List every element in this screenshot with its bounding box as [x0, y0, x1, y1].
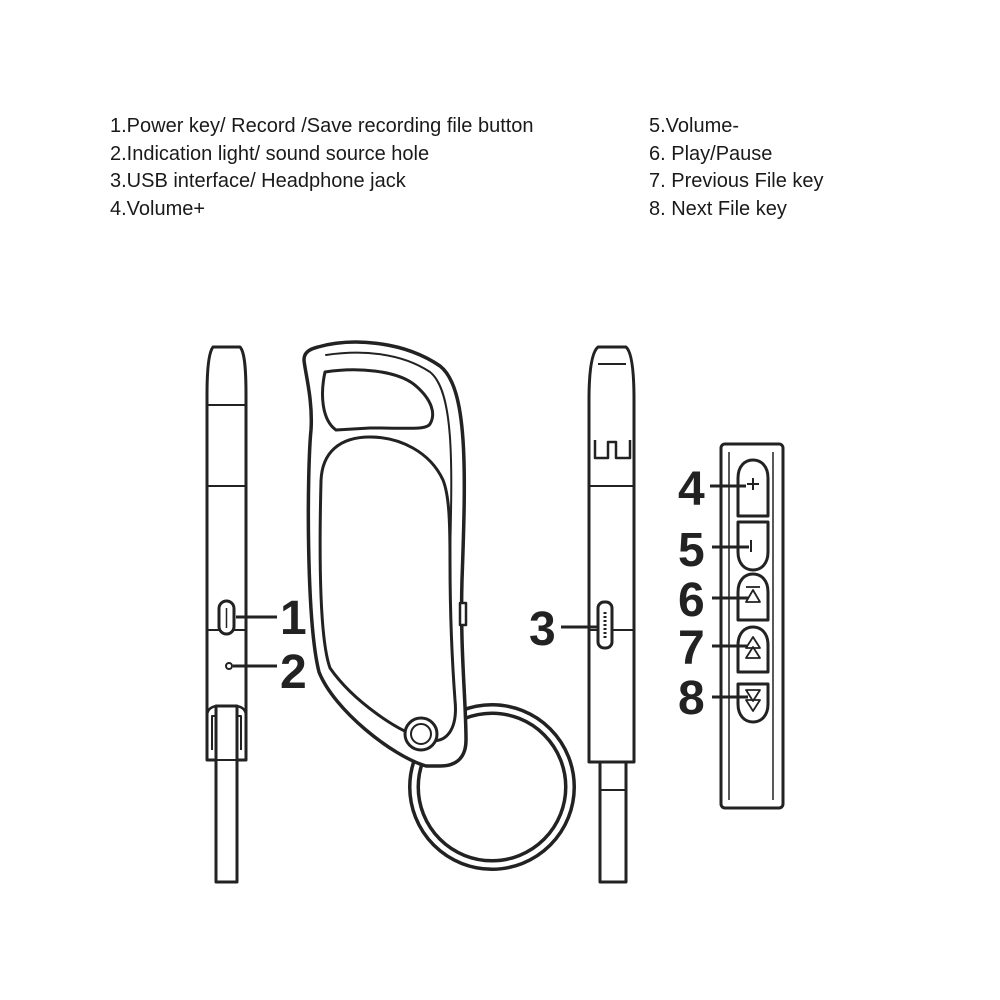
- legend-item-8: 8. Next File key: [649, 197, 787, 220]
- previous-key: [738, 627, 768, 672]
- side-button: [460, 603, 466, 625]
- ring-screw: [405, 718, 437, 750]
- legend-item-4: 4.Volume+: [110, 197, 206, 220]
- button-strip: [721, 444, 783, 808]
- legend-item-7: 7. Previous File key: [649, 170, 824, 192]
- callout-number-4: 4: [678, 463, 705, 516]
- callout-number-3: 3: [529, 603, 556, 656]
- volume-up-key: [738, 460, 768, 516]
- callout-number-6: 6: [678, 574, 705, 627]
- legend-item-3: 3.USB interface/ Headphone jack: [110, 170, 406, 192]
- next-key: [738, 684, 768, 722]
- legend-item-2: 2.Indication light/ sound source hole: [110, 142, 430, 165]
- indication-light: [226, 663, 232, 669]
- callout-number-1: 1: [280, 592, 307, 645]
- legend-item-6: 6. Play/Pause: [649, 142, 773, 165]
- callout-number-8: 8: [678, 672, 705, 725]
- callout-number-7: 7: [678, 622, 705, 675]
- legend-item-1: 1.Power key/ Record /Save recording file button: [110, 115, 534, 137]
- callout-number-5: 5: [678, 524, 705, 577]
- callout-number-2: 2: [280, 646, 307, 699]
- legend-item-5: 5.Volume-: [649, 115, 740, 137]
